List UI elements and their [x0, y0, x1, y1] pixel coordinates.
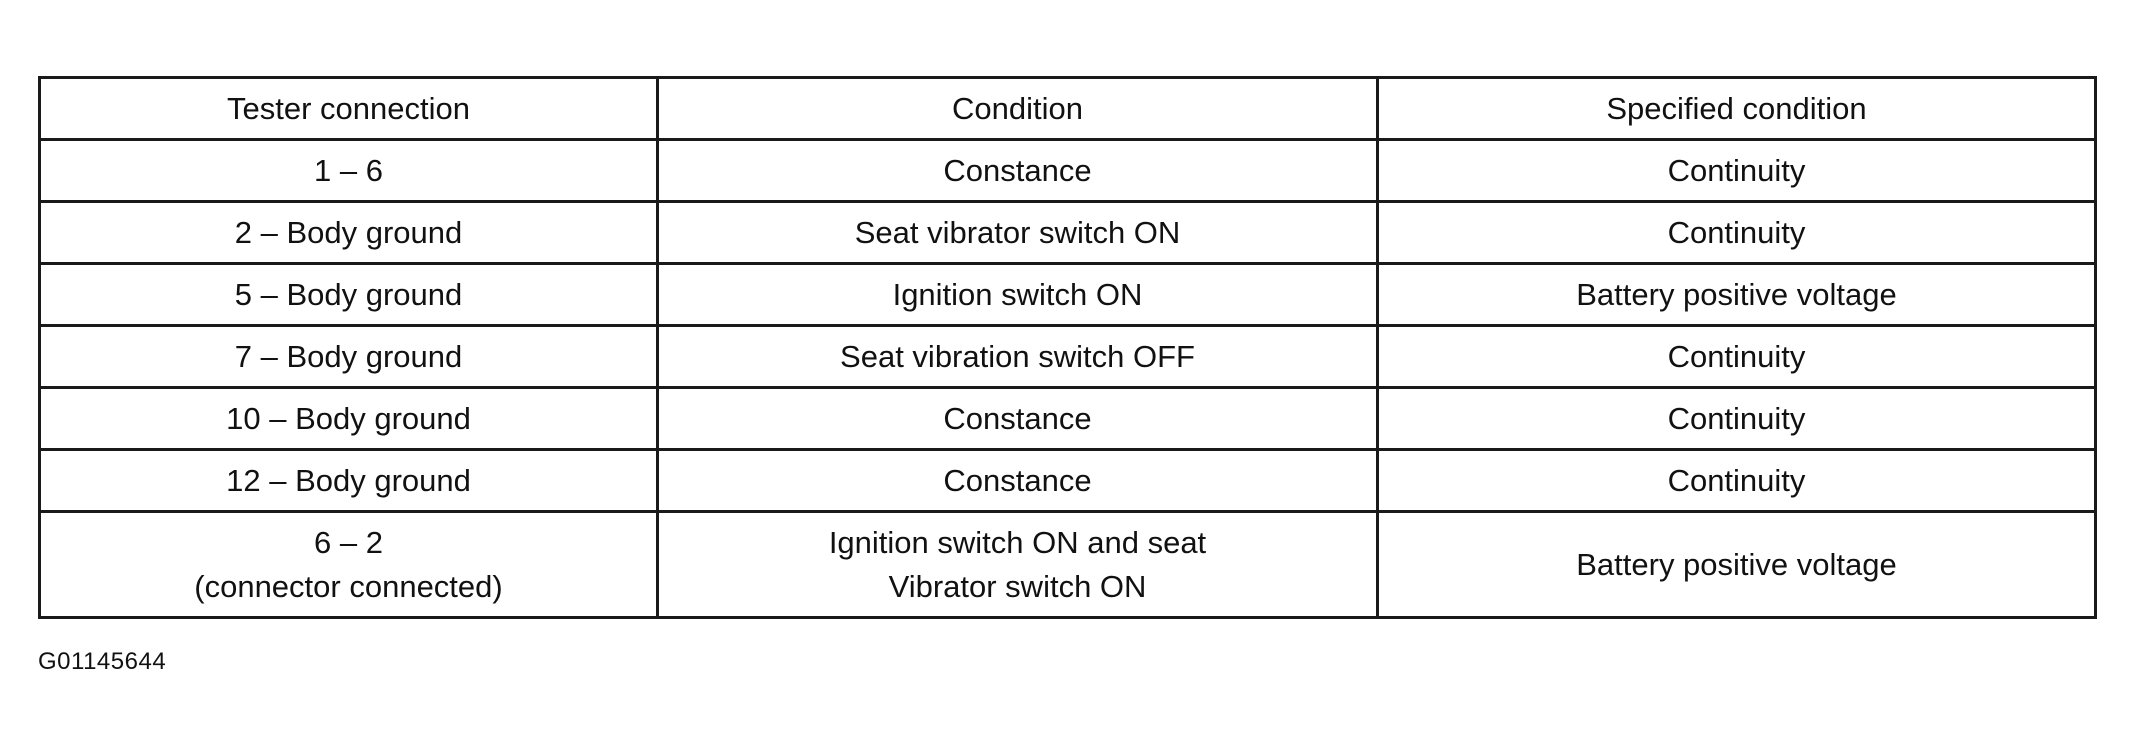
tester-connection-cell: [40, 388, 658, 450]
cell-text: 10 – Body ground: [226, 400, 471, 436]
cell-text: Constance: [943, 152, 1092, 188]
table-header-row: [40, 78, 2096, 140]
tester-connection-cell: [40, 202, 658, 264]
header-tester-connection: Tester connection: [40, 78, 658, 140]
cell-text: (connector connected): [194, 568, 503, 604]
specified-condition-cell: [1378, 264, 2096, 326]
specified-condition-cell: [1378, 140, 2096, 202]
figure-code: G01145644: [38, 648, 167, 675]
cell-text: Continuity: [1667, 462, 1806, 498]
condition-cell: [658, 388, 1378, 450]
table-row: [40, 264, 2096, 326]
cell-text: 12 – Body ground: [226, 462, 471, 498]
cell-text: 2 – Body ground: [234, 214, 463, 250]
tester-connection-cell: [40, 140, 658, 202]
condition-cell: [658, 450, 1378, 512]
cell-text: Ignition switch ON and seat: [828, 524, 1207, 560]
tester-connection-cell: [40, 326, 658, 388]
cell-text: Seat vibrator switch ON: [854, 214, 1181, 250]
specified-condition-cell: [1378, 326, 2096, 388]
cell-text: 5 – Body ground: [234, 276, 463, 312]
condition-cell: [658, 326, 1378, 388]
cell-text: 7 – Body ground: [234, 338, 463, 374]
tester-connection-cell: [40, 450, 658, 512]
header-condition: Condition: [658, 78, 1378, 140]
condition-cell: [658, 264, 1378, 326]
tester-connection-cell: [40, 264, 658, 326]
cell-text: Constance: [943, 462, 1092, 498]
cell-text: Battery positive voltage: [1576, 546, 1897, 582]
cell-text: Seat vibration switch OFF: [840, 338, 1195, 374]
cell-text: 6 – 2: [314, 524, 383, 560]
specified-condition-cell: [1378, 388, 2096, 450]
cell-text: Continuity: [1667, 338, 1806, 374]
condition-cell: [658, 202, 1378, 264]
condition-cell: [658, 512, 1378, 618]
condition-cell: [658, 140, 1378, 202]
table-row: [40, 512, 2096, 618]
header-specified-condition: Specified condition: [1378, 78, 2096, 140]
cell-text: Continuity: [1667, 152, 1806, 188]
table-row: [40, 202, 2096, 264]
specified-condition-cell: [1378, 512, 2096, 618]
cell-text: Battery positive voltage: [1576, 276, 1897, 312]
table-row: [40, 450, 2096, 512]
cell-text: Continuity: [1667, 214, 1806, 250]
cell-text: 1 – 6: [314, 152, 383, 188]
table-row: [40, 140, 2096, 202]
specification-table: [38, 76, 2097, 619]
specified-condition-cell: [1378, 450, 2096, 512]
tester-connection-cell: [40, 512, 658, 618]
cell-text: Vibrator switch ON: [888, 568, 1147, 604]
specified-condition-cell: [1378, 202, 2096, 264]
cell-text: Constance: [943, 400, 1092, 436]
table-row: [40, 326, 2096, 388]
table-row: [40, 388, 2096, 450]
cell-text: Ignition switch ON: [892, 276, 1143, 312]
cell-text: Continuity: [1667, 400, 1806, 436]
